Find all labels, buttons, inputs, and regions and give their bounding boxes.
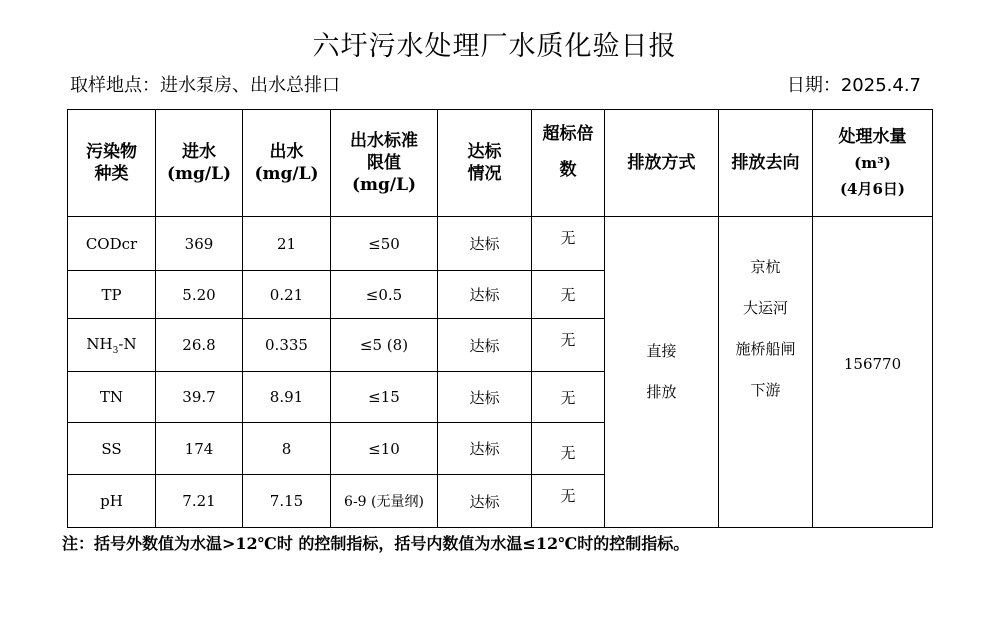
- pollutant-cell: TN: [68, 372, 156, 423]
- header-discharge-method: 排放方式: [605, 110, 719, 217]
- status-cell: 达标: [438, 475, 532, 528]
- discharge-method-cell: 直接 排放: [605, 217, 719, 528]
- inflow-cell: 7.21: [156, 475, 243, 528]
- pollutant-cell: CODcr: [68, 217, 156, 271]
- outflow-cell: 8: [243, 423, 331, 475]
- header-outflow: 出水 (mg/L): [243, 110, 331, 217]
- status-cell: 达标: [438, 423, 532, 475]
- standard-cell: ≤0.5: [331, 271, 438, 319]
- inflow-cell: 369: [156, 217, 243, 271]
- inflow-cell: 26.8: [156, 319, 243, 372]
- pollutant-cell: $NH_3-N$: [68, 319, 156, 372]
- inflow-cell: 174: [156, 423, 243, 475]
- footnote: 注：括号外数值为水温>12℃时 的控制指标，括号内数值为水温≤12℃时的控制指标。: [62, 534, 690, 553]
- standard-cell: ≤50: [331, 217, 438, 271]
- standard-cell: ≤10: [331, 423, 438, 475]
- standard-cell: ≤15: [331, 372, 438, 423]
- exceed-cell: 无: [532, 372, 605, 423]
- pollutant-cell: SS: [68, 423, 156, 475]
- exceed-cell: 无: [532, 217, 605, 271]
- status-cell: 达标: [438, 319, 532, 372]
- outflow-cell: 8.91: [243, 372, 331, 423]
- pollutant-cell: pH: [68, 475, 156, 528]
- report-date: 日期：2025.4.7: [786, 75, 921, 96]
- inflow-cell: 39.7: [156, 372, 243, 423]
- exceed-cell: 无: [532, 319, 605, 372]
- outflow-cell: 21: [243, 217, 331, 271]
- status-cell: 达标: [438, 217, 532, 271]
- header-status: 达标 情况: [438, 110, 532, 217]
- status-cell: 达标: [438, 271, 532, 319]
- water-quality-table: [67, 109, 933, 528]
- exceed-cell: 无: [532, 271, 605, 319]
- table-header-row: [68, 110, 933, 217]
- header-standard: 出水标准 限值 (mg/L): [331, 110, 438, 217]
- outflow-cell: 0.21: [243, 271, 331, 319]
- pollutant-cell: TP: [68, 271, 156, 319]
- standard-cell: ≤5 (8): [331, 319, 438, 372]
- table-row: [68, 217, 933, 271]
- discharge-direction-cell: 京杭 大运河 施桥船闸 下游: [719, 217, 813, 528]
- header-pollutant: 污染物 种类: [68, 110, 156, 217]
- header-exceed: 超标倍 数: [532, 110, 605, 217]
- header-inflow: 进水 (mg/L): [156, 110, 243, 217]
- header-volume: 处理水量 (m³) (4月6日): [813, 110, 933, 217]
- standard-cell: 6-9 (无量纲): [331, 475, 438, 528]
- sampling-location: 取样地点：进水泵房、出水总排口: [70, 75, 340, 96]
- exceed-cell: 无: [532, 423, 605, 475]
- header-discharge-direction: 排放去向: [719, 110, 813, 217]
- treated-volume-value: 156770: [813, 217, 933, 528]
- status-cell: 达标: [438, 372, 532, 423]
- exceed-cell: 无: [532, 475, 605, 528]
- inflow-cell: 5.20: [156, 271, 243, 319]
- outflow-cell: 7.15: [243, 475, 331, 528]
- outflow-cell: 0.335: [243, 319, 331, 372]
- report-title: 六圩污水处理厂水质化验日报: [312, 31, 677, 62]
